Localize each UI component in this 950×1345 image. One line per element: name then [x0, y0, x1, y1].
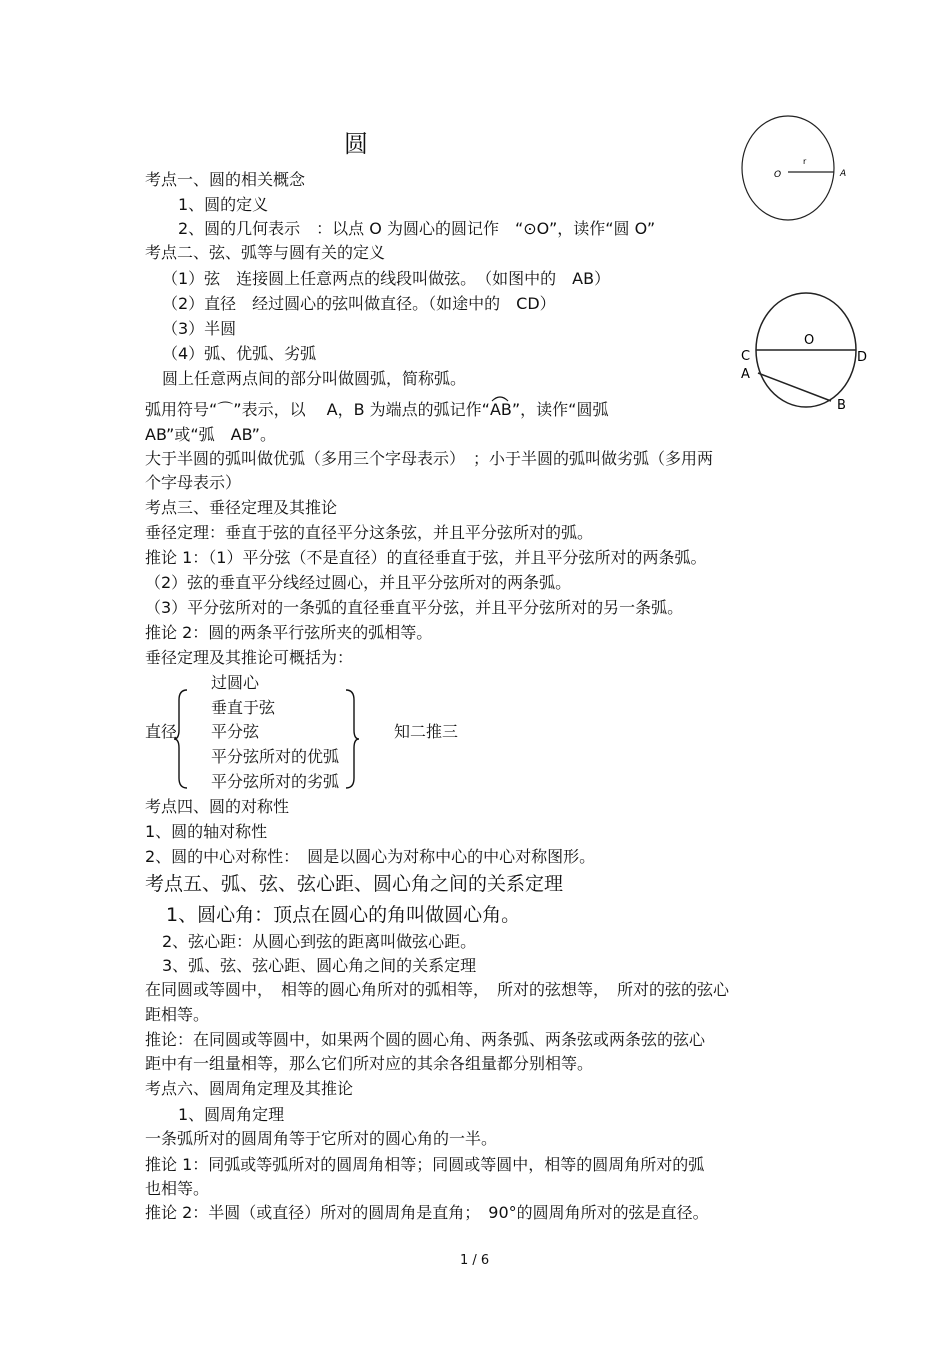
right-brace-icon	[344, 688, 360, 790]
arc-mark-icon	[490, 394, 510, 402]
text-line: 垂径定理及其推论可概括为：	[145, 648, 354, 667]
text-line: （2）直径 经过圆心的弦叫做直径。（如途中的 CD）	[162, 294, 556, 313]
text-line: 推论：在同圆或等圆中，如果两个圆的圆心角、两条弧、两条弦或两条弦的弦心	[145, 1030, 706, 1049]
text-line: 推论 2：半圆（或直径）所对的圆周角是直角； 90°的圆周角所对的弦是直径。	[145, 1203, 709, 1222]
text-line: 距中有一组量相等，那么它们所对应的其余各组量都分别相等。	[145, 1054, 594, 1073]
text-segment: ”，读作“圆弧	[511, 400, 609, 419]
fig2-center-label: O	[804, 333, 815, 348]
text-line: 圆上任意两点间的部分叫做圆弧，简称弧。	[162, 369, 467, 388]
left-brace-icon	[173, 688, 189, 790]
text-line: 距相等。	[145, 1005, 210, 1024]
arc-ab-symbol	[490, 400, 512, 420]
text-line: （1）弦 连接圆上任意两点的线段叫做弦。 （如图中的 AB）	[162, 269, 611, 288]
summary-right-label: 知二推三	[394, 722, 459, 741]
summary-item: 平分弦所对的优弧	[211, 747, 340, 766]
text-line: （3）半圆	[162, 319, 237, 338]
text-segment: 弧用符号“⌒”表示，以 A，B 为端点的弧记作“	[145, 400, 490, 419]
page-title: 圆	[344, 130, 368, 158]
text-line: （2）弦的垂直平分线经过圆心，并且平分弦所对的两条弧。	[145, 573, 572, 592]
page-number: 1 / 6	[460, 1253, 490, 1268]
summary-item: 过圆心	[211, 673, 260, 692]
summary-item: 平分弦	[211, 722, 260, 741]
text-line: 个字母表示）	[145, 473, 242, 492]
text-line: 2、弦心距：从圆心到弦的距离叫做弦心距。	[162, 932, 477, 951]
arc-notation-line	[145, 400, 608, 420]
text-line: 大于半圆的弧叫做优弧（多用三个字母表示） ；小于半圆的弧叫做劣弧（多用两	[145, 449, 714, 468]
fig2-d-label: D	[857, 350, 868, 365]
text-line: 1、圆周角定理	[178, 1105, 285, 1124]
circle-radius-figure	[738, 112, 858, 224]
text-line: 1、圆的轴对称性	[145, 822, 268, 841]
fig2-c-label: C	[741, 349, 751, 364]
summary-item: 平分弦所对的劣弧	[211, 772, 340, 791]
text-line: （4）弧、优弧、劣弧	[162, 344, 317, 363]
section-heading-6: 考点六、圆周角定理及其推论	[145, 1079, 354, 1098]
text-line: 1、圆的定义	[178, 195, 269, 214]
section-heading-1: 考点一、圆的相关概念	[145, 170, 306, 189]
text-line: 2、圆的中心对称性： 圆是以圆心为对称中心的中心对称图形。	[145, 847, 596, 866]
fig2-b-label: B	[837, 398, 846, 413]
section-heading-3: 考点三、垂径定理及其推论	[145, 498, 338, 517]
fig1-point-label: A	[840, 169, 847, 179]
text-line: 推论 1：（1）平分弦（不是直径）的直径垂直于弦，并且平分弦所对的两条弧。	[145, 548, 707, 567]
section-heading-2: 考点二、弦、弧等与圆有关的定义	[145, 243, 386, 262]
fig2-a-label: A	[741, 367, 750, 382]
text-line: 2、圆的几何表示 ：以点 O 为圆心的圆记作 “⊙O”，读作“圆 O”	[178, 219, 656, 238]
text-line: 1、圆心角：顶点在圆心的角叫做圆心角。	[166, 904, 521, 926]
section-heading-4: 考点四、圆的对称性	[145, 797, 290, 816]
fig1-radius-label: r	[803, 157, 807, 166]
text-line: 推论 2：圆的两条平行弦所夹的弧相等。	[145, 623, 433, 642]
text-line: 在同圆或等圆中， 相等的圆心角所对的弧相等， 所对的弦想等， 所对的弦的弦心	[145, 980, 730, 999]
text-line: （3）平分弦所对的一条弧的直径垂直平分弦，并且平分弦所对的另一条弧。	[145, 598, 684, 617]
text-line: 也相等。	[145, 1179, 210, 1198]
text-line: 3、弧、弦、弦心距、圆心角之间的关系定理	[162, 956, 477, 975]
circle-chord-figure	[738, 288, 878, 418]
text-line: AB”或“弧 AB”。	[145, 425, 276, 444]
text-line: 一条弧所对的圆周角等于它所对的圆心角的一半。	[145, 1129, 498, 1148]
text-line: 推论 1：同弧或等弧所对的圆周角相等；同圆或等圆中，相等的圆周角所对的弧	[145, 1155, 705, 1174]
summary-item: 垂直于弦	[211, 698, 276, 717]
fig1-center-label: O	[774, 170, 782, 180]
section-heading-5: 考点五、弧、弦、弦心距、圆心角之间的关系定理	[145, 873, 564, 895]
text-line: 垂径定理：垂直于弦的直径平分这条弦，并且平分弦所对的弧。	[145, 523, 594, 542]
summary-left-label: 直径	[145, 722, 178, 741]
arc-ab-text: AB	[489, 400, 512, 419]
